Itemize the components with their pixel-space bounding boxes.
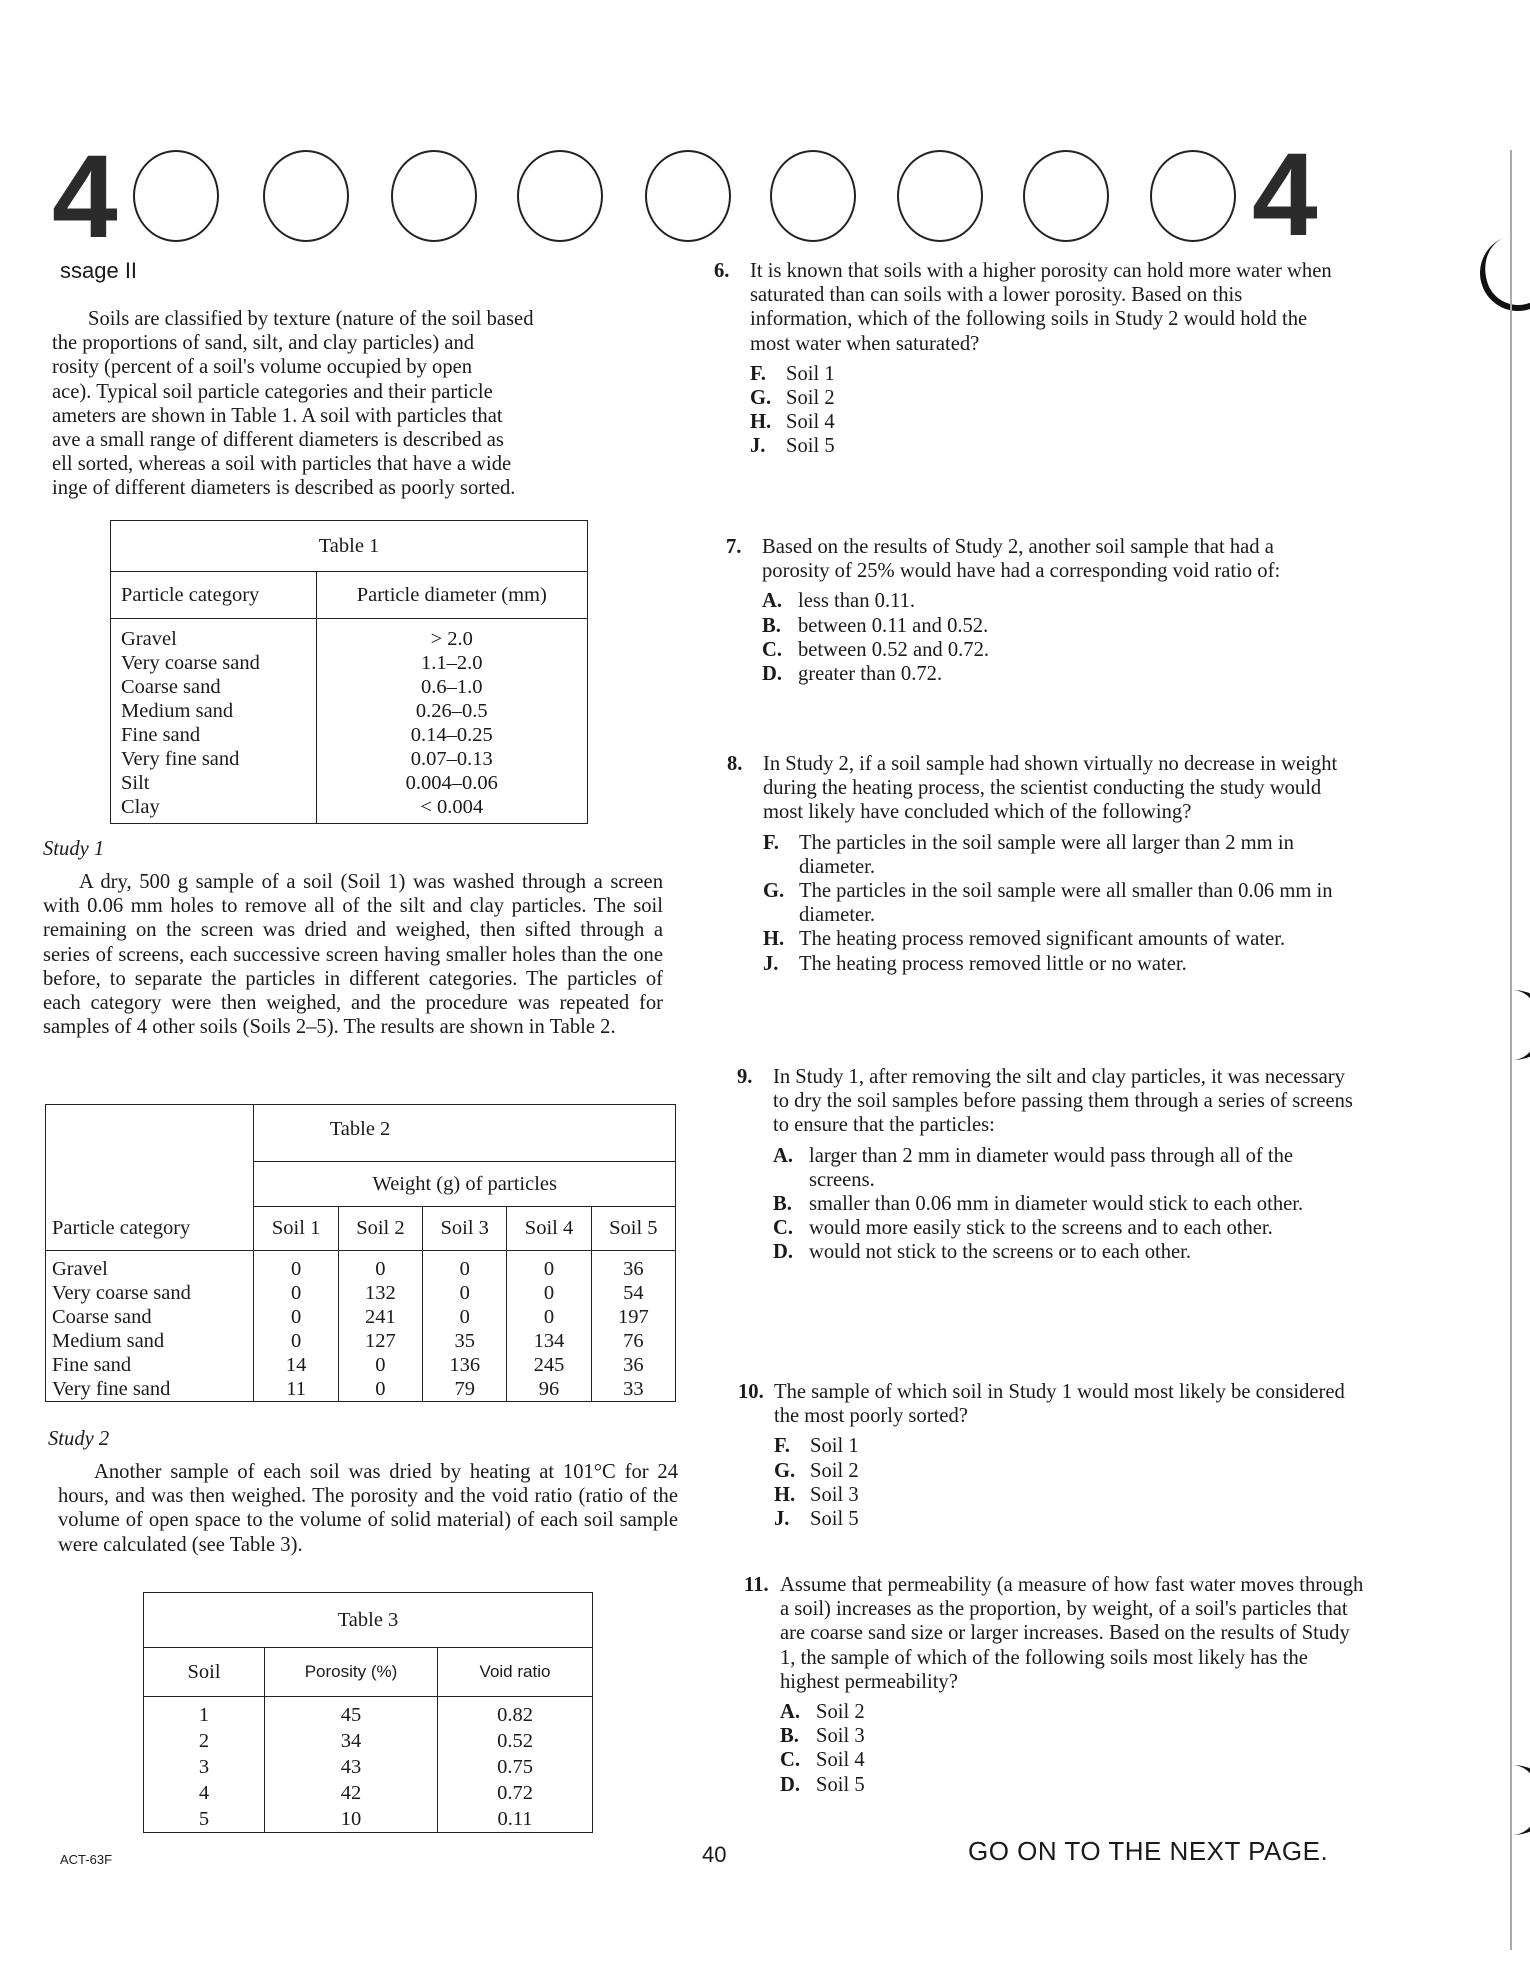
question-number: 8. (727, 753, 743, 775)
table-1-cell: Coarse sand (121, 676, 221, 698)
page-edge-line (1510, 150, 1512, 1950)
table-2-cell: 0 (254, 1329, 338, 1353)
table-2-cell: 14 (254, 1353, 338, 1377)
page-number: 40 (702, 1842, 727, 1867)
table-1-cell: 0.14–0.25 (316, 723, 587, 747)
option-text: Soil 1 (786, 362, 835, 385)
option-letter: A. (780, 1701, 801, 1724)
table-2-cell: 245 (507, 1353, 591, 1377)
form-code: ACT-63F (60, 1852, 113, 1867)
table-2-cell: 241 (338, 1305, 422, 1329)
option-letter: F. (774, 1435, 790, 1458)
section-number-left: 4 (52, 131, 118, 263)
table-2-cell: Very fine sand (46, 1377, 254, 1402)
option-letter: C. (780, 1749, 801, 1772)
table-2-cell: 96 (507, 1377, 591, 1402)
next-page-notice: GO ON TO THE NEXT PAGE. (968, 1836, 1329, 1866)
study-2-title: Study 2 (48, 1428, 110, 1450)
answer-option[interactable] (750, 410, 1334, 434)
option-letter: C. (773, 1217, 794, 1240)
option-letter: G. (763, 880, 785, 903)
table-3-cell: 42 (265, 1780, 438, 1806)
option-text: greater than 0.72. (798, 663, 943, 686)
option-text: would more easily stick to the screens and to each other. (809, 1217, 1273, 1240)
option-text: Soil 3 (816, 1725, 865, 1748)
table-2-cell: 197 (617, 1306, 649, 1328)
table-row (46, 1251, 676, 1282)
answer-option[interactable] (773, 1192, 1357, 1216)
table-3-header: Soil (187, 1661, 221, 1683)
answer-option[interactable] (773, 1144, 1357, 1192)
binder-hole (1470, 1765, 1530, 1835)
table-row (144, 1728, 593, 1754)
table-1-cell: 0.07–0.13 (316, 747, 587, 771)
table-1-cell: Gravel (121, 628, 177, 650)
answer-option[interactable] (773, 1216, 1357, 1240)
table-3-cell: 43 (265, 1754, 438, 1780)
answer-option[interactable] (762, 638, 1338, 662)
answer-option[interactable] (774, 1483, 1358, 1507)
page-header (0, 129, 1530, 263)
header-circle (1150, 150, 1236, 242)
question-6 (714, 259, 1334, 459)
option-letter: J. (750, 435, 766, 458)
table-3-cell: 3 (198, 1756, 210, 1778)
answer-option[interactable] (773, 1240, 1357, 1264)
table-2-cell: Very coarse sand (46, 1281, 254, 1305)
table-2-cell: 79 (423, 1377, 507, 1402)
table-2-blank (46, 1161, 254, 1206)
table-1-header: Particle diameter (mm) (316, 572, 587, 619)
table-row (46, 1281, 676, 1305)
intro-line: ave a small range of different diameters is described as (52, 429, 504, 452)
table-2-cell: Gravel (46, 1251, 254, 1282)
option-text: The heating process removed significant amounts of water. (799, 928, 1286, 951)
table-2-header: Soil 4 (507, 1206, 591, 1251)
option-letter: H. (750, 411, 772, 434)
table-2-cell: 0 (507, 1305, 591, 1329)
table-2-header: Soil 3 (423, 1206, 507, 1251)
table-1-cell: 0.6–1.0 (316, 675, 587, 699)
question-number: 10. (738, 1381, 764, 1403)
answer-option[interactable] (780, 1773, 1364, 1797)
table-row (46, 1329, 676, 1353)
table-2 (45, 1104, 676, 1402)
option-letter: D. (773, 1241, 794, 1264)
header-circle (517, 150, 603, 242)
question-9 (737, 1065, 1357, 1265)
option-letter: B. (780, 1725, 799, 1748)
table-2-header: Soil 1 (254, 1206, 338, 1251)
question-stem: Based on the results of Study 2, another soil sample that had a porosity of 25% would have had a corresponding void ratio of: (762, 536, 1281, 583)
intro-line: rosity (percent of a soil's volume occupied by open (52, 356, 473, 379)
table-1-cell: Medium sand (121, 700, 234, 722)
option-text: larger than 2 mm in diameter would pass through all of the screens. (809, 1144, 1294, 1191)
passage-heading: ssage II (60, 258, 138, 283)
option-letter: J. (774, 1508, 790, 1531)
table-3-caption: Table 3 (337, 1609, 399, 1631)
table-row (144, 1754, 593, 1780)
question-stem: It is known that soils with a higher porosity can hold more water when saturated than can soils with a lower porosity. Based on this information, which of the following soils in Study 2 would hold the most water when saturated? (750, 260, 1332, 355)
question-number: 6. (714, 260, 730, 282)
table-row (46, 1305, 676, 1329)
answer-option[interactable] (762, 662, 1338, 686)
option-text: The heating process removed little or no water. (799, 952, 1187, 975)
table-2-cell: 0 (338, 1353, 422, 1377)
table-2-cell: Fine sand (46, 1353, 254, 1377)
answer-option[interactable] (763, 927, 1347, 951)
question-number: 7. (726, 536, 742, 558)
option-text: Soil 5 (816, 1773, 865, 1796)
table-2-caption: Table 2 (329, 1118, 391, 1140)
answer-option[interactable] (750, 386, 1334, 410)
table-2-cell: 0 (423, 1251, 507, 1282)
question-stem: In Study 2, if a soil sample had shown virtually no decrease in weight during the heating process, the scientist conducting the study would most likely have concluded which of the following? (763, 753, 1338, 824)
table-2-cell: 136 (423, 1353, 507, 1377)
option-text: would not stick to the screens or to each other. (809, 1241, 1192, 1264)
option-letter: A. (773, 1144, 794, 1167)
table-2-cell: 0 (507, 1251, 591, 1282)
answer-option[interactable] (762, 614, 1338, 638)
table-2-cell: 35 (423, 1329, 507, 1353)
table-3-cell: 0.82 (438, 1697, 593, 1729)
table-3-cell: 34 (265, 1728, 438, 1754)
option-letter: H. (763, 928, 785, 951)
question-stem: In Study 1, after removing the silt and clay particles, it was necessary to dry the soil samples before passing them through a series of screens to ensure that the particles: (773, 1066, 1353, 1137)
table-3-cell: 0.52 (438, 1728, 593, 1754)
table-3-cell: 2 (198, 1730, 210, 1752)
table-1-caption: Table 1 (318, 535, 380, 557)
option-letter: F. (763, 831, 779, 854)
table-2-header: Soil 2 (338, 1206, 422, 1251)
option-text: between 0.52 and 0.72. (798, 638, 990, 661)
table-2-cell: 11 (254, 1377, 338, 1402)
intro-line: Soils are classified by texture (nature of the soil based (88, 308, 534, 330)
table-row (46, 1353, 676, 1377)
answer-option[interactable] (774, 1459, 1358, 1483)
table-3-cell: 45 (265, 1697, 438, 1729)
intro-line: the proportions of sand, silt, and clay particles) and (52, 332, 475, 355)
option-text: between 0.11 and 0.52. (798, 614, 989, 637)
intro-line: inge of different diameters is described as poorly sorted. (52, 477, 516, 500)
header-circle (645, 150, 731, 242)
passage-intro (52, 307, 652, 501)
option-text: Soil 3 (810, 1483, 859, 1506)
question-8 (727, 752, 1347, 976)
question-11 (744, 1573, 1364, 1797)
header-circle (1023, 150, 1109, 242)
answer-option[interactable] (780, 1748, 1364, 1772)
answer-option[interactable] (750, 362, 1334, 386)
table-2-cell: 0 (254, 1281, 338, 1305)
option-letter: J. (763, 952, 779, 975)
table-row (144, 1697, 593, 1729)
table-row (46, 1377, 676, 1402)
option-text: smaller than 0.06 mm in diameter would stick to each other. (809, 1193, 1304, 1216)
table-2-cell: 0 (338, 1251, 422, 1282)
table-1-cell: > 2.0 (316, 619, 587, 652)
table-1-cell: Very fine sand (121, 748, 240, 770)
answer-option[interactable] (780, 1724, 1364, 1748)
option-letter: B. (762, 614, 781, 637)
option-text: The particles in the soil sample were all smaller than 0.06 mm in diameter. (799, 880, 1333, 927)
answer-option[interactable] (763, 831, 1347, 879)
header-circle (133, 150, 219, 242)
table-2-cell: 132 (338, 1281, 422, 1305)
table-1-cell: < 0.004 (316, 795, 587, 824)
option-text: Soil 5 (810, 1508, 859, 1531)
table-2-cell: 134 (507, 1329, 591, 1353)
option-letter: D. (780, 1773, 801, 1796)
option-letter: G. (750, 387, 772, 410)
intro-line: ace). Typical soil particle categories and their particle (52, 380, 493, 403)
table-2-cell: 36 (591, 1251, 675, 1282)
option-letter: F. (750, 362, 766, 385)
table-3-cell: 5 (198, 1808, 210, 1830)
question-7 (726, 535, 1338, 686)
table-3-header: Void ratio (438, 1648, 593, 1697)
option-text: Soil 4 (786, 411, 835, 434)
table-2-cell: 76 (623, 1330, 644, 1352)
answer-option[interactable] (763, 879, 1347, 927)
option-text: Soil 2 (810, 1459, 859, 1482)
answer-option[interactable] (750, 434, 1334, 458)
option-letter: D. (762, 663, 783, 686)
table-3-cell: 0.75 (438, 1754, 593, 1780)
table-row (144, 1780, 593, 1806)
table-3-cell: 0.72 (438, 1780, 593, 1806)
table-2-cell: 0 (423, 1281, 507, 1305)
option-text: Soil 2 (816, 1701, 865, 1724)
question-number: 9. (737, 1066, 753, 1088)
table-2-cell: 0 (254, 1305, 338, 1329)
table-2-cell: 0 (254, 1251, 338, 1282)
header-circle (263, 150, 349, 242)
table-3-cell: 0.11 (438, 1806, 593, 1833)
table-1 (110, 520, 588, 824)
header-circle (391, 150, 477, 242)
table-2-header: Particle category (46, 1206, 254, 1251)
table-3-cell: 4 (198, 1782, 210, 1804)
binder-hole (1470, 990, 1530, 1060)
option-text: Soil 4 (816, 1749, 865, 1772)
option-text: Soil 5 (786, 435, 835, 458)
header-circle (897, 150, 983, 242)
answer-option[interactable] (762, 589, 1338, 613)
table-1-cell: Fine sand (121, 724, 201, 746)
table-row (144, 1806, 593, 1833)
intro-line: ameters are shown in Table 1. A soil with particles that (52, 404, 503, 427)
table-2-cell: 0 (423, 1305, 507, 1329)
question-stem: The sample of which soil in Study 1 would most likely be considered the most poorly sorted? (774, 1381, 1345, 1428)
option-letter: C. (762, 638, 783, 661)
question-stem: Assume that permeability (a measure of how fast water moves through a soil) increases as the proportion, by weight, of a soil's particles that are coarse sand size or larger increases. Based on the results of Study 1, the sample of which of the following soils most likely has the highest permeability? (780, 1574, 1364, 1693)
option-letter: A. (762, 590, 783, 613)
table-2-group-header: Weight (g) of particles (254, 1161, 676, 1206)
table-2-cell: Coarse sand (46, 1305, 254, 1329)
answer-option[interactable] (780, 1700, 1364, 1724)
table-1-cell: 0.26–0.5 (316, 699, 587, 723)
table-3 (143, 1592, 593, 1833)
header-circle (770, 150, 856, 242)
option-text: less than 0.11. (798, 590, 916, 613)
table-2-cell: 36 (623, 1354, 644, 1376)
table-1-cell: 0.004–0.06 (316, 771, 587, 795)
option-letter: B. (773, 1193, 792, 1216)
table-1-cell: Silt (121, 772, 150, 794)
question-10 (738, 1380, 1358, 1531)
section-number-right: 4 (1252, 129, 1318, 261)
table-2-cell: Medium sand (46, 1329, 254, 1353)
table-1-cell: 1.1–2.0 (316, 651, 587, 675)
study-1-title: Study 1 (43, 838, 105, 860)
table-2-cell: 33 (623, 1378, 644, 1400)
table-2-cell: 54 (623, 1282, 644, 1304)
intro-line: ell sorted, whereas a soil with particles that have a wide (52, 453, 512, 476)
option-text: Soil 1 (810, 1435, 859, 1458)
table-3-header: Porosity (%) (265, 1648, 438, 1697)
answer-option[interactable] (763, 952, 1347, 976)
answer-option[interactable] (774, 1434, 1358, 1458)
table-1-cell: Very coarse sand (121, 652, 260, 674)
study-1-text: A dry, 500 g sample of a soil (Soil 1) was washed through a screen with 0.06 mm holes to remove all of the silt and clay particles. The soil remaining on the screen was dried and weighed, then sifted through a series of screens, each successive screen having smaller holes than the one before, to separate the particles in different categories. The particles of each category were then weighed, and the procedure was repeated for samples of 4 other soils (Soils 2–5). The results are shown in Table 2. (43, 871, 663, 1039)
option-text: Soil 2 (786, 387, 835, 410)
option-letter: H. (774, 1483, 796, 1506)
study-2-text: Another sample of each soil was dried by heating at 101°C for 24 hours, and was then weighed. The porosity and the void ratio (ratio of the volume of open space to the volume of solid material) of each soil sample were calculated (see Table 3). (58, 1461, 678, 1556)
table-2-cell: 0 (507, 1281, 591, 1305)
table-1-header: Particle category (121, 584, 260, 606)
option-letter: G. (774, 1459, 796, 1482)
table-3-cell: 10 (265, 1806, 438, 1833)
table-2-corner (46, 1105, 254, 1162)
table-2-header: Soil 5 (591, 1206, 675, 1251)
table-1-cell: Clay (121, 796, 160, 818)
answer-option[interactable] (774, 1507, 1358, 1531)
table-3-cell: 1 (144, 1697, 265, 1729)
option-text: The particles in the soil sample were all larger than 2 mm in diameter. (799, 831, 1294, 878)
table-2-cell: 127 (338, 1329, 422, 1353)
table-2-cell: 0 (338, 1377, 422, 1402)
question-number: 11. (744, 1574, 769, 1596)
